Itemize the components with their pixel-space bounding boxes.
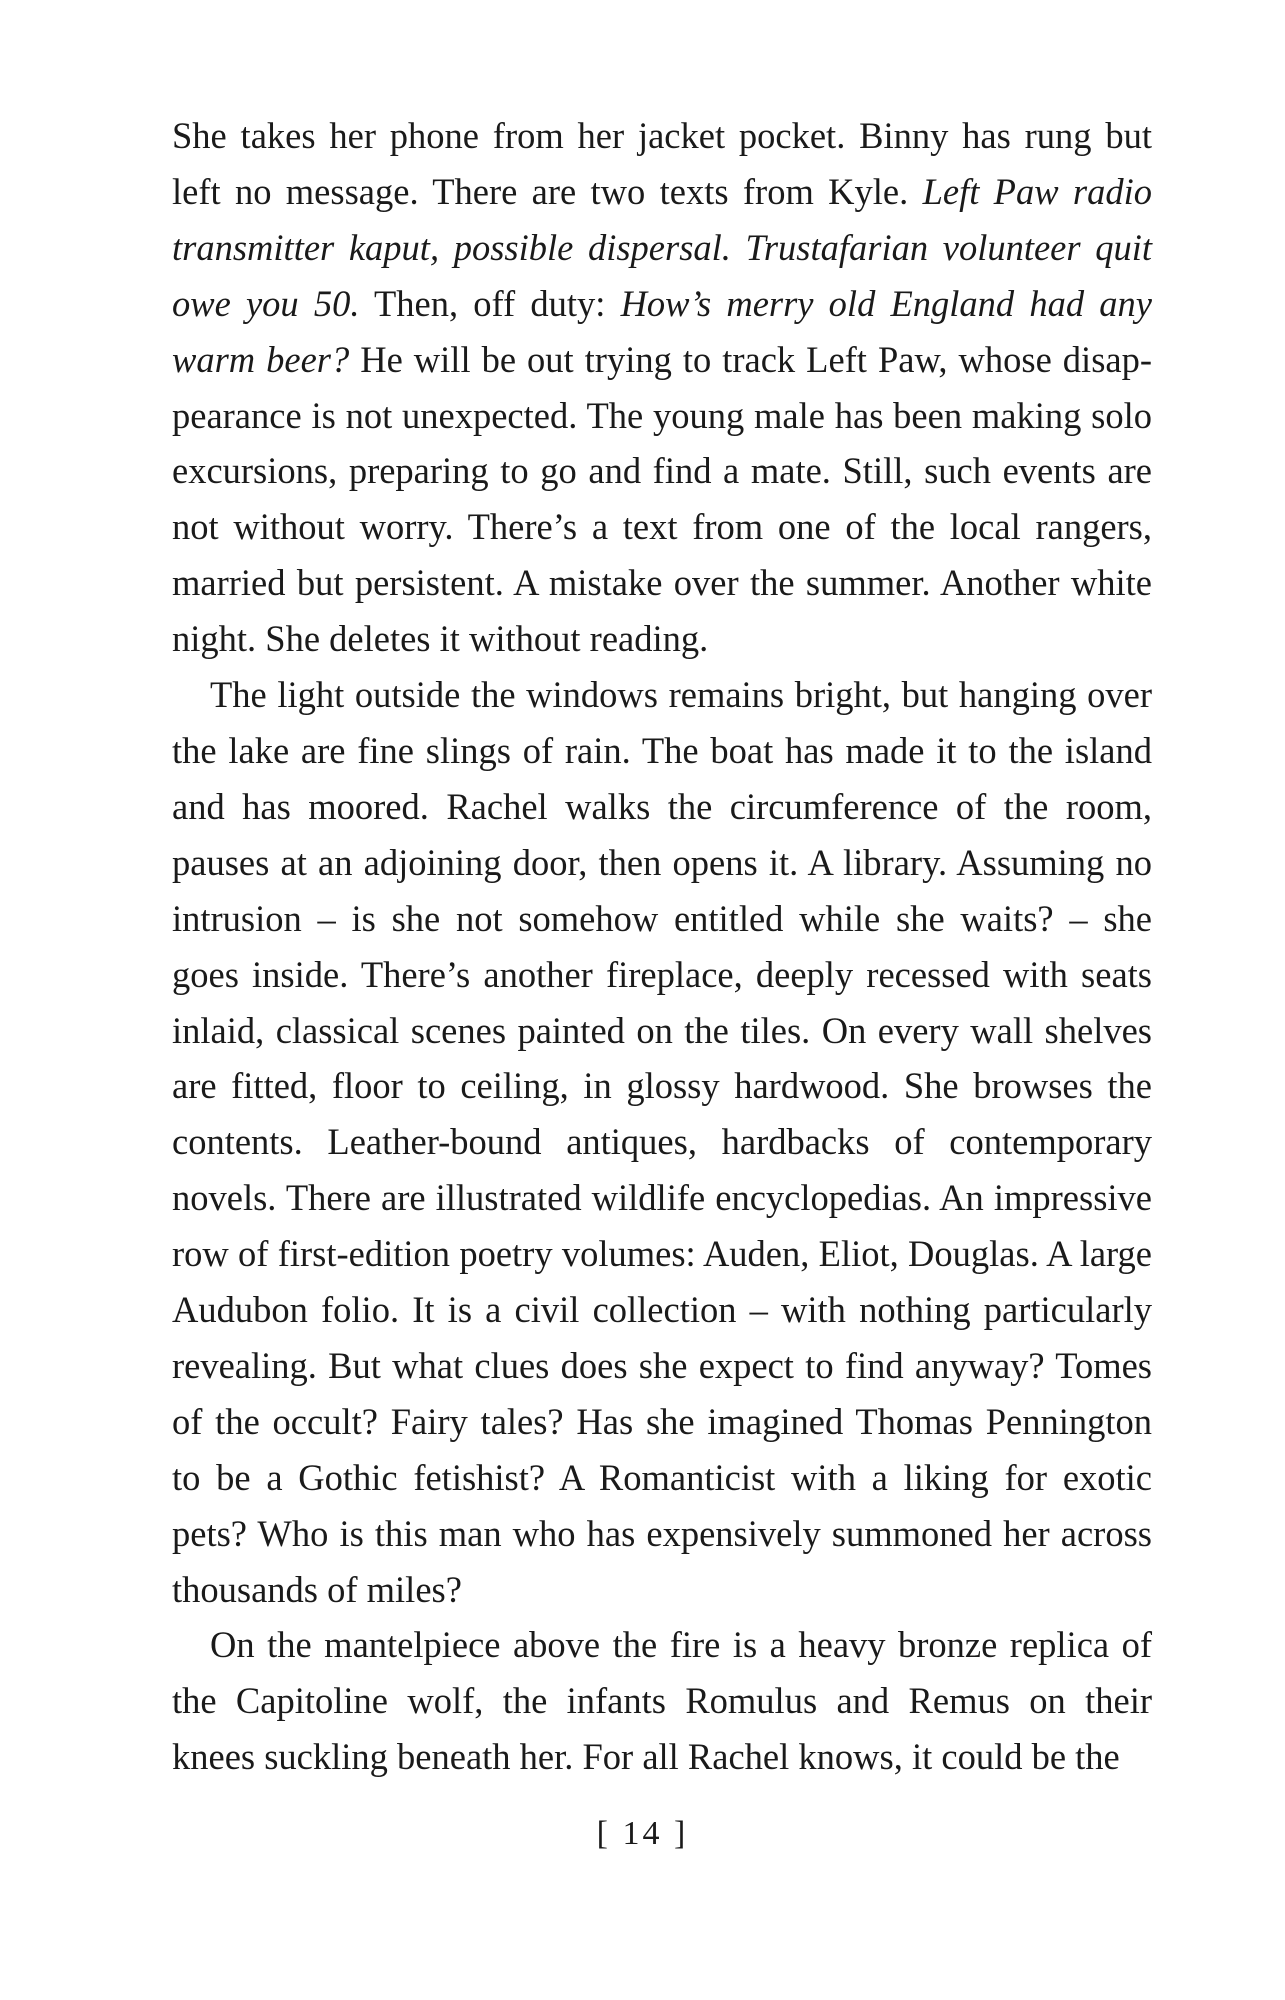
book-page-body [172,108,1152,1785]
paragraph-1 [172,108,1152,667]
paragraph-2-text: The light outside the windows remains bright, but hanging over the lake are fine slings of rain. The boat has made it to the island and has moored. Rachel walks the circumference of the room, pauses at an adjoining door, then opens it. A library. Assuming no intrusion – is she not somehow entitled while she waits? – she goes inside. There’s another fireplace, deeply recessed with seats inlaid, classical scenes painted on the tiles. On every wall shelves are fitted, floor to ceiling, in glossy hardwood. She browses the contents. Leather-bound antiques, hardbacks of contemporary novels. There are illustrated wildlife encyclopedias. An impressive row of first-edition poetry volumes: Auden, Eliot, Douglas. A large Audubon folio. It is a civil collection – with nothing particularly revealing. But what clues does she expect to find anyway? Tomes of the occult? Fairy tales? Has she imagined Thomas Pennington to be a Gothic fetishist? A Romanticist with a liking for exotic pets? Who is this man who has expensively summoned her across thousands of miles? [172,674,1152,1610]
paragraph-1-italic-text-2: How’s merry old England had any warm beer? [172,282,1152,380]
paragraph-1-text-3: He will be out trying to track Left Paw, whose disappearance is not unexpected. The young male has been making solo excursions, preparing to go and find a mate. Still, such events are not without worry. There’s a text from one of the local rangers, married but persistent. A mistake over the summer. Another white night. She deletes it without reading. [172,338,1153,660]
paragraph-1-text-2: Then, off duty: [359,282,621,324]
paragraph-1-italic-text-1: Left Paw radio transmitter kaput, possible dispersal. Trustafarian volunteer quit owe you 50. [172,170,1152,324]
paragraph-3-text: On the mantelpiece above the fire is a heavy bronze replica of the Capitoline wolf, the infants Romulus and Remus on their knees suckling beneath her. For all Rachel knows, it could be the [172,1624,1152,1778]
page-number: [ 14 ] [596,1815,689,1852]
paragraph-3 [172,1617,1152,1785]
paragraph-2 [172,667,1152,1617]
paragraph-1-text-1: She takes her phone from her jacket pocket. Binny has rung but left no message. There are two texts from Kyle. [172,115,1152,212]
